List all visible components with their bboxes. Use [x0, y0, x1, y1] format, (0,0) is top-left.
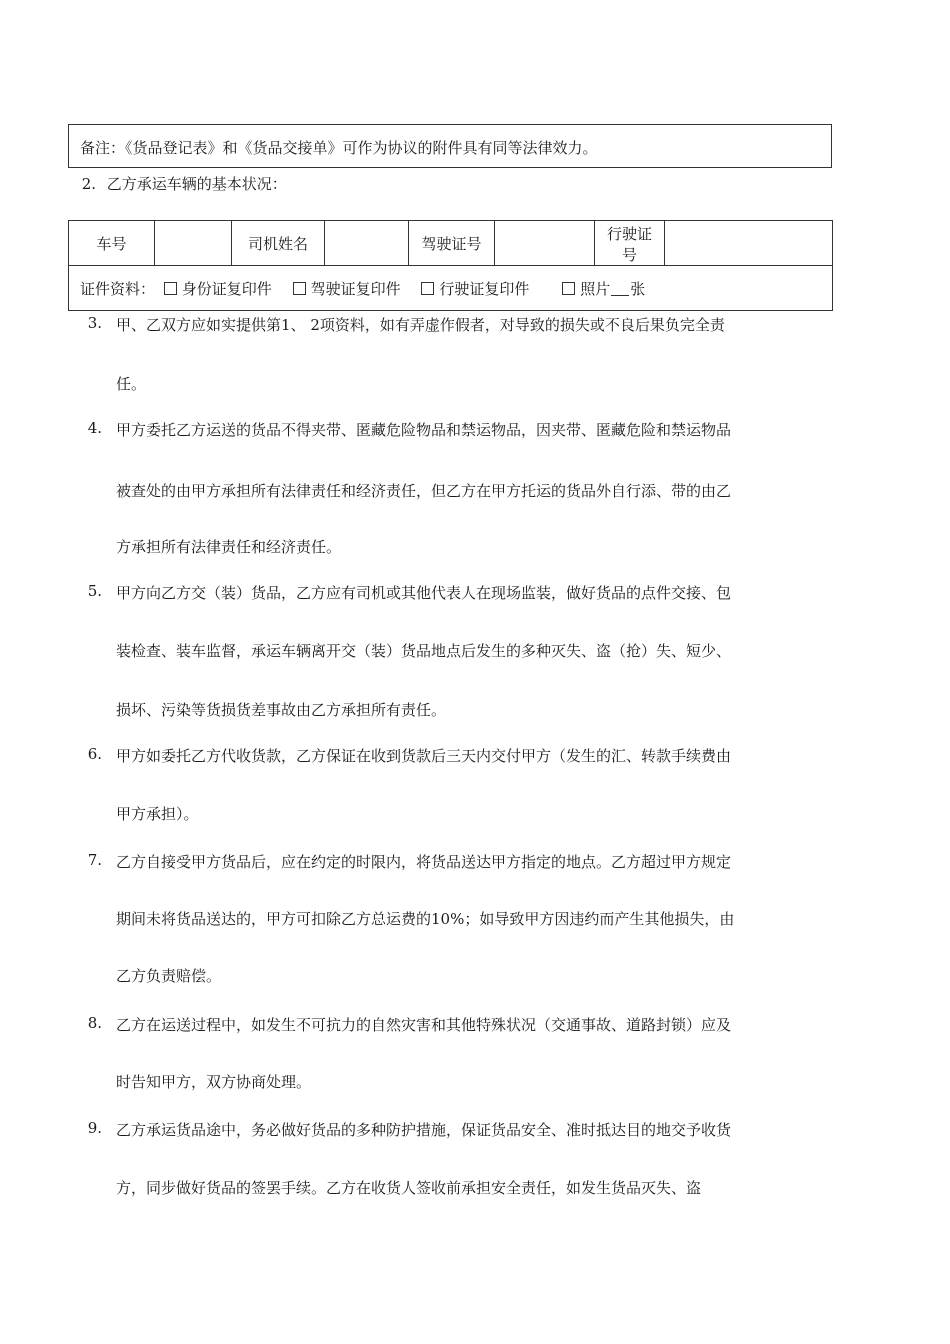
clause-line: 乙方在运送过程中，如发生不可抗力的自然灾害和其他特殊状况（交通事故、道路封锁）应及 — [116, 1016, 732, 1034]
checkbox-icon — [293, 282, 306, 295]
driver-value-cell — [325, 221, 409, 265]
clause-number: 6. — [87, 745, 102, 763]
checkbox-icon — [421, 282, 434, 295]
photo-label: 照片 — [580, 280, 611, 298]
checkbox-icon — [562, 282, 575, 295]
clause-line: 甲方委托乙方运送的货品不得夹带、匿藏危险物品和禁运物品，因夹带、匿藏危险和禁运物品 — [116, 421, 732, 439]
clause-number: 4. — [87, 419, 102, 437]
clause-line: 任。 — [116, 375, 147, 393]
clause-number: 5. — [87, 582, 102, 600]
clause-number: 7. — [87, 851, 102, 869]
clause-line: 方，同步做好货品的签罢手续。乙方在收货人签收前承担安全责任，如发生货品灭失、盗 — [116, 1179, 702, 1197]
clause-number: 9. — [87, 1119, 102, 1137]
clause-line: 乙方自接受甲方货品后，应在约定的时限内，将货品送达甲方指定的地点。乙方超过甲方规定 — [116, 853, 732, 871]
permit-label — [595, 224, 664, 266]
item-text: 乙方承运车辆的基本状况： — [106, 175, 287, 193]
note-text: 备注：《货品登记表》和《货品交接单》可作为协议的附件具有同等法律效力。 — [80, 139, 598, 157]
driver-license-copy-label: 驾驶证复印件 — [310, 280, 401, 298]
license-label-cell — [409, 221, 495, 265]
vehicle-permit-copy-label: 行驶证复印件 — [439, 280, 530, 298]
clause-number: 8. — [87, 1014, 102, 1032]
vehicle-permit-copy-checkbox[interactable] — [421, 278, 529, 299]
item-2 — [68, 173, 287, 194]
vehicle-table-header-row — [69, 221, 832, 266]
driver-label-cell — [232, 221, 325, 265]
plate-label-cell — [69, 221, 155, 265]
vehicle-table — [68, 220, 833, 311]
clause-line: 乙方承运货品途中，务必做好货品的多种防护措施，保证货品安全、准时抵达目的地交予收货 — [116, 1121, 732, 1139]
driver-label: 司机姓名 — [247, 235, 308, 253]
license-value-cell — [495, 221, 595, 265]
plate-label: 车号 — [96, 235, 127, 253]
clause-line: 甲、乙双方应如实提供第1、 2项资料，如有弄虚作假者，对导致的损失或不良后果负完全责 — [116, 316, 725, 334]
clause-line: 期间未将货品送达的，甲方可扣除乙方总运费的10%；如导致甲方因违约而产生其他损失，由 — [116, 910, 735, 928]
license-label: 驾驶证号 — [421, 235, 482, 253]
clause-line: 装检查、装车监督，承运车辆离开交（装）货品地点后发生的多种灭失、盗（抢）失、短少、 — [116, 642, 732, 660]
id-copy-checkbox[interactable] — [164, 278, 272, 299]
driver-license-copy-checkbox[interactable] — [293, 278, 401, 299]
clause-line: 损坏、污染等货损货差事故由乙方承担所有责任。 — [116, 701, 447, 719]
item-number: 2. — [81, 175, 96, 193]
clause-line: 方承担所有法律责任和经济责任。 — [116, 538, 342, 556]
clause-line: 乙方负责赔偿。 — [116, 967, 222, 985]
permit-value-cell — [665, 221, 832, 265]
clause-line: 时告知甲方，双方协商处理。 — [116, 1073, 312, 1091]
clause-line: 被查处的由甲方承担所有法律责任和经济责任，但乙方在甲方托运的货品外自行添、带的由乙 — [116, 482, 732, 500]
plate-value-cell — [155, 221, 232, 265]
clause-line: 甲方向乙方交（装）货品，乙方应有司机或其他代表人在现场监装，做好货品的点件交接、包 — [116, 584, 732, 602]
clause-line: 甲方如委托乙方代收货款，乙方保证在收到货款后三天内交付甲方（发生的汇、转款手续费由 — [116, 747, 732, 765]
clause-line: 甲方承担）。 — [116, 805, 199, 823]
permit-label-line1: 行驶证 — [606, 225, 652, 243]
photo-unit: 张 — [630, 280, 646, 298]
photo-count-blank[interactable] — [611, 282, 629, 296]
permit-label-cell — [595, 221, 665, 265]
documents-label: 证件资料： — [80, 280, 156, 298]
photo-checkbox[interactable] — [562, 278, 645, 299]
id-copy-label: 身份证复印件 — [181, 280, 272, 298]
checkbox-icon — [164, 282, 177, 295]
documents-row — [80, 278, 645, 299]
clause-number: 3. — [87, 314, 102, 332]
note-box — [68, 124, 832, 168]
permit-label-line2: 号 — [621, 246, 637, 264]
